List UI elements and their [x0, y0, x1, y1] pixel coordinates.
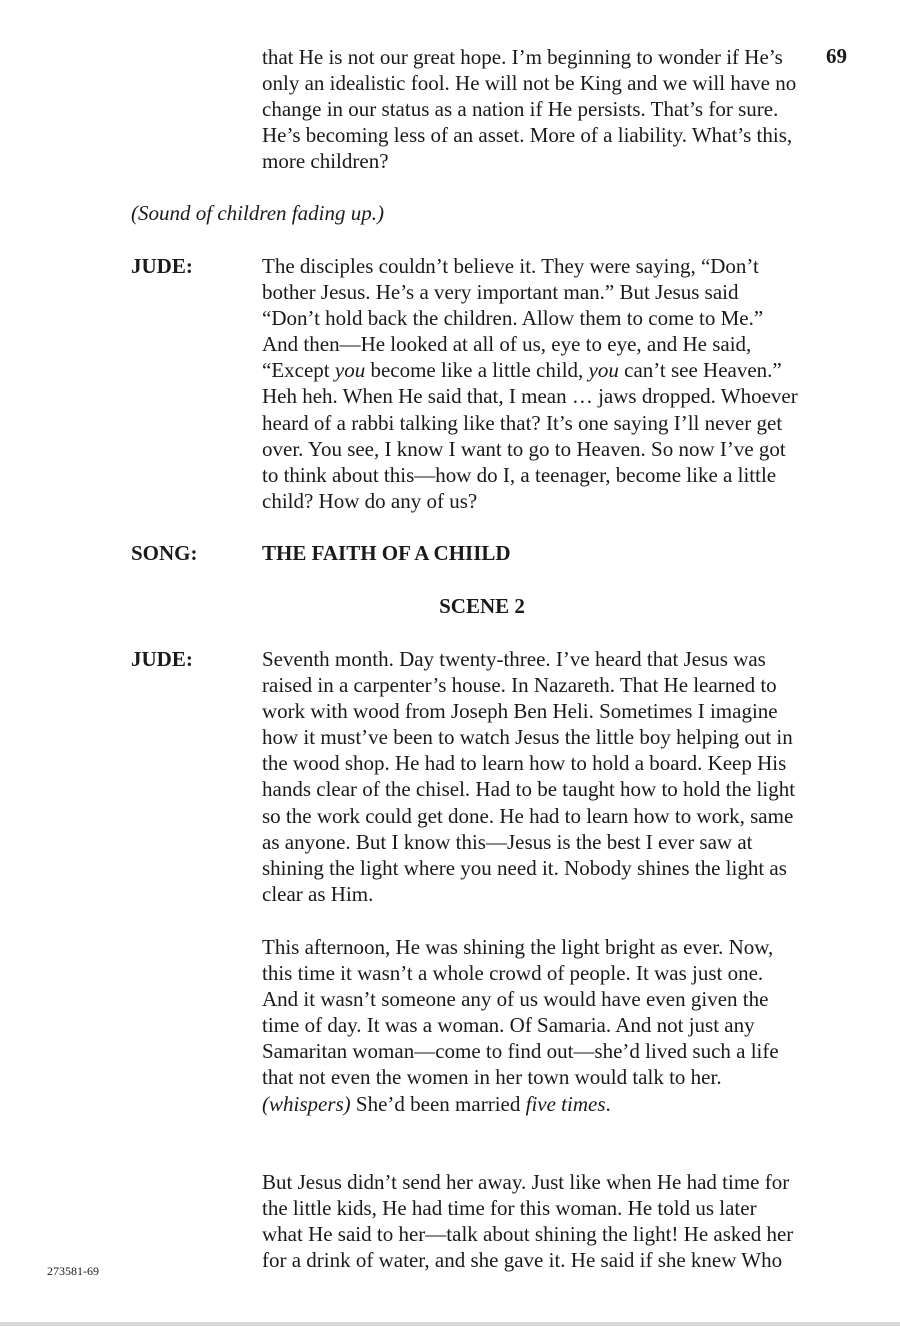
text-run: can’t see Heaven.” — [618, 358, 782, 383]
text-line: Seventh month. Day twenty-three. I’ve heard that Jesus was — [262, 647, 766, 671]
emphasis: you — [334, 358, 366, 383]
text-line: And then—He looked at all of us, eye to eye, and He said, — [262, 332, 752, 357]
text-line: more children? — [262, 149, 389, 174]
emphasis: you — [588, 358, 619, 383]
page-code: 273581-69 — [47, 1264, 99, 1278]
text-run: “Except — [262, 358, 335, 383]
text-run: She’d been married — [350, 1091, 526, 1116]
text-line: clear as Him. — [262, 881, 374, 906]
text-line — [262, 357, 832, 383]
text-line: bother Jesus. He’s a very important man.” But Jesus said — [262, 280, 739, 305]
text-line: how it must’ve been to watch Jesus the little boy helping out in — [262, 725, 793, 750]
text-line: the little kids, He had time for this woman. He told us later — [262, 1196, 757, 1221]
text-line: as anyone. But I know this—Jesus is the best I ever saw at — [262, 829, 753, 854]
page-number: 69 — [826, 44, 847, 68]
text-line: child? How do any of us? — [262, 488, 478, 513]
jude-dialogue-1 — [262, 253, 832, 514]
text-line: what He said to her—talk about shining the light! He asked her — [262, 1222, 794, 1247]
text-line: shining the light where you need it. Nobody shines the light as — [262, 855, 787, 880]
text-line: heard of a rabbi talking like that? It’s one saying I’ll never get — [262, 410, 783, 435]
page-edge — [0, 1322, 900, 1326]
text-line: hands clear of the chisel. Had to be taught how to hold the light — [262, 777, 796, 802]
text-line: He’s becoming less of an asset. More of a liability. What’s this, — [262, 123, 793, 148]
text-line: the wood shop. He had to learn how to hold a board. Keep His — [262, 751, 787, 776]
text-line: But Jesus didn’t send her away. Just like when He had time for — [262, 1170, 790, 1194]
text-line: so the work could get done. He had to learn how to work, same — [262, 803, 794, 828]
text-line: “Don’t hold back the children. Allow them to come to Me.” — [262, 306, 764, 331]
song-title: THE FAITH OF A CHIILD — [262, 541, 511, 565]
text-line: time of day. It was a woman. Of Samaria. And not just any — [262, 1013, 755, 1038]
text-line: that He is not our great hope. I’m beginning to wonder if He’s — [262, 45, 783, 69]
jude-dialogue-2-para1 — [262, 646, 832, 907]
text-line: raised in a carpenter’s house. In Nazareth. That He learned to — [262, 673, 777, 698]
text-line: Heh heh. When He said that, I mean … jaws dropped. Whoever — [262, 384, 798, 409]
text-line: The disciples couldn’t believe it. They were saying, “Don’t — [262, 254, 759, 278]
text-line: only an idealistic fool. He will not be King and we will have no — [262, 71, 797, 96]
jude-dialogue-2-para2 — [262, 934, 832, 1117]
text-run: become like a little child, — [365, 358, 589, 383]
text-line: for a drink of water, and she gave it. He said if she knew Who — [262, 1248, 783, 1273]
stage-direction: (Sound of children fading up.) — [131, 201, 384, 225]
emphasis: (whispers) — [262, 1091, 351, 1116]
speaker-label: JUDE: — [131, 254, 193, 278]
text-line: that not even the women in her town would talk to her. — [262, 1065, 722, 1090]
text-line — [262, 1091, 832, 1117]
text-line: to think about this—how do I, a teenager, become like a little — [262, 462, 777, 487]
emphasis: five times — [525, 1091, 606, 1116]
text-line: And it wasn’t someone any of us would have even given the — [262, 987, 769, 1012]
text-line: this time it wasn’t a whole crowd of people. It was just one. — [262, 961, 764, 986]
text-line: Samaritan woman—come to find out—she’d lived such a life — [262, 1039, 779, 1064]
text-run: . — [605, 1091, 611, 1116]
jude-dialogue-2-para3 — [262, 1169, 832, 1273]
scene-heading: SCENE 2 — [439, 594, 525, 618]
speaker-label: JUDE: — [131, 647, 193, 671]
text-line: over. You see, I know I want to go to Heaven. So now I’ve got — [262, 436, 786, 461]
text-line: work with wood from Joseph Ben Heli. Sometimes I imagine — [262, 699, 778, 724]
text-line: This afternoon, He was shining the light bright as ever. Now, — [262, 935, 774, 959]
text-line: change in our status as a nation if He persists. That’s for sure. — [262, 97, 779, 122]
opening-dialogue — [262, 44, 832, 174]
song-label: SONG: — [131, 541, 198, 565]
